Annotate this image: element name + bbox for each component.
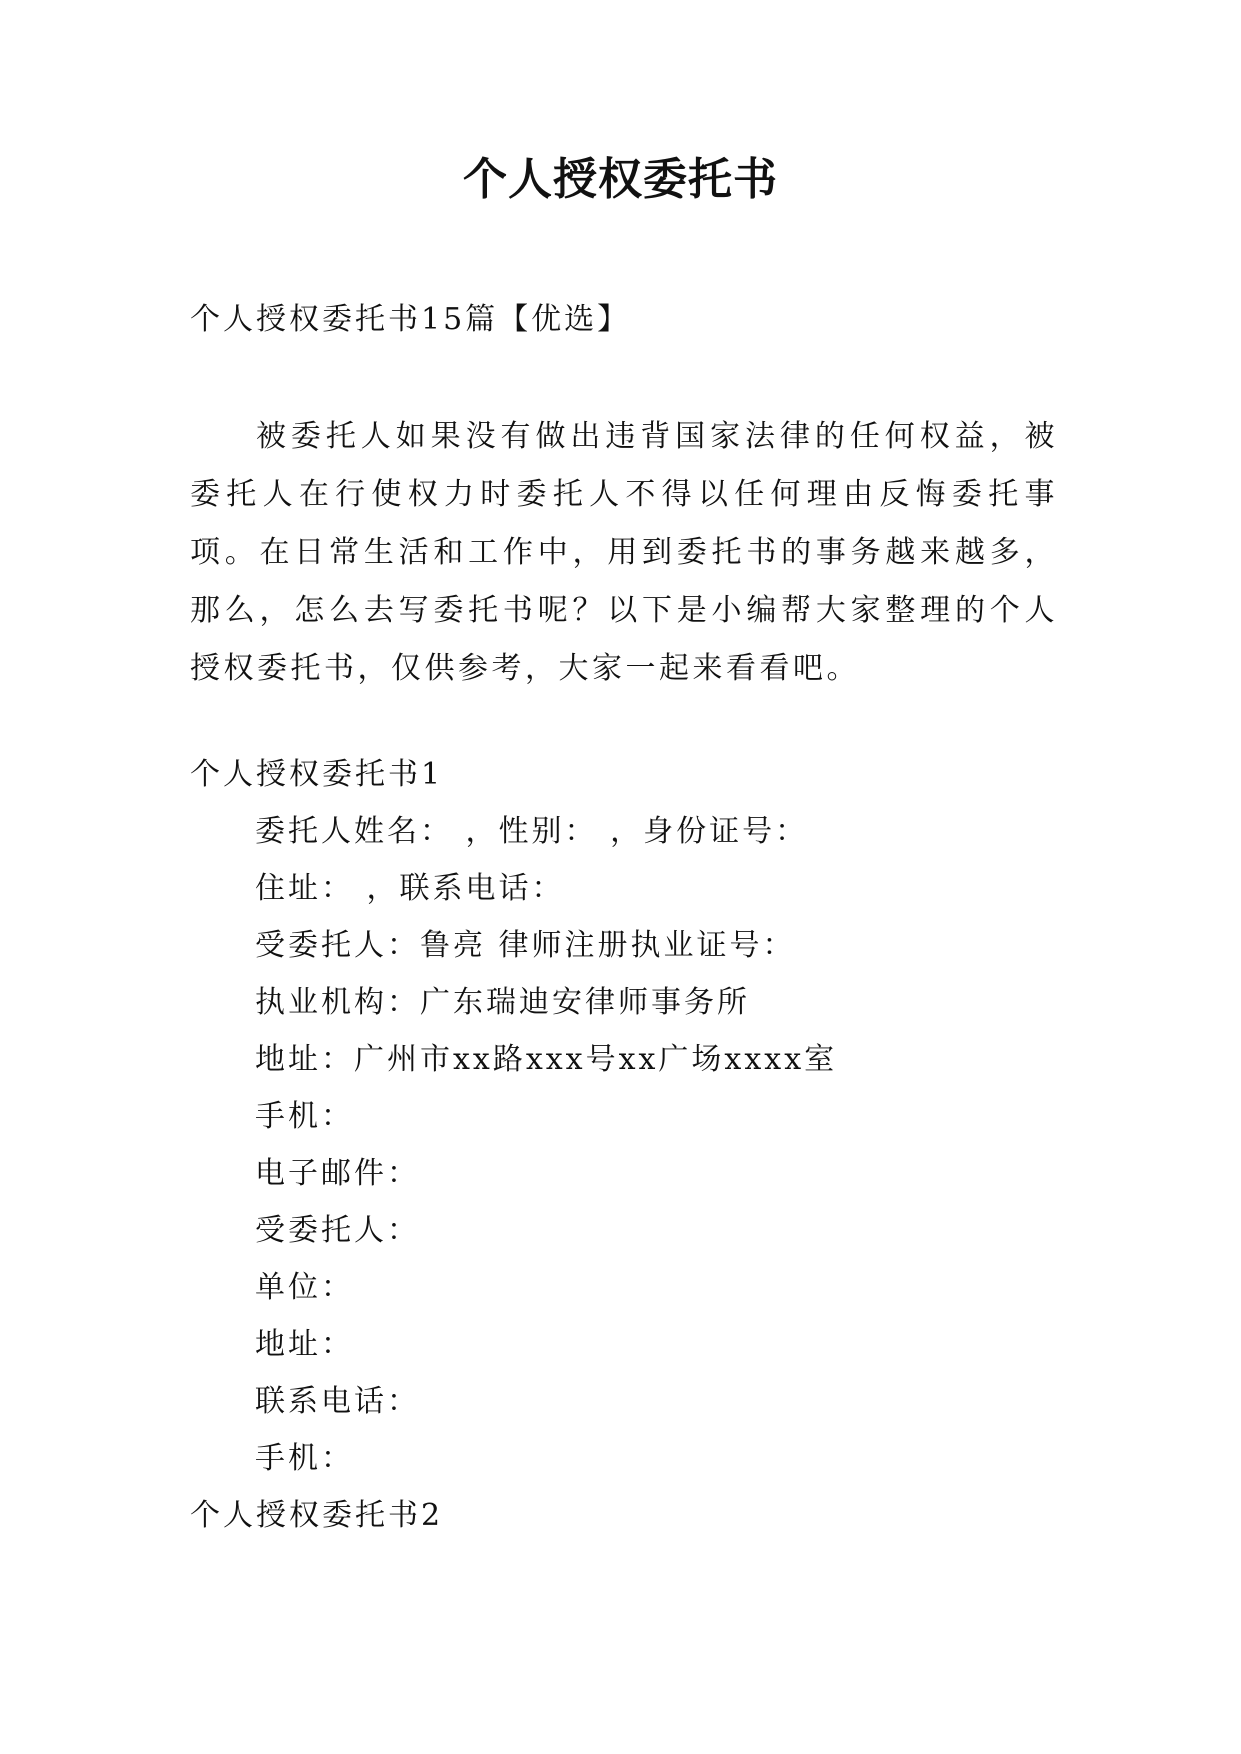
field-firm-address: 地址：广州市xx路xxx号xx广场xxxx室 [255,1042,838,1077]
field-agent-lawyer: 受委托人：鲁亮 律师注册执业证号： [255,928,796,963]
intro-paragraph: 被委托人如果没有做出违背国家法律的任何权益，被委托人在行使权力时委托人不得以任何理由反悔委托事项。在日常生活和工作中，用到委托书的事务越来越多，那么，怎么去写委托书呢？以下是小编帮大家整理的个人授权委托书，仅供参考，大家一起来看看吧。 [190,419,1058,686]
section-2-heading: 个人授权委托书2 [190,1498,444,1533]
field-email: 电子邮件： [255,1156,420,1191]
field-organization: 单位： [255,1270,354,1305]
field-mobile-2: 手机： [255,1441,354,1476]
field-law-firm: 执业机构：广东瑞迪安律师事务所 [255,985,750,1020]
field-principal-name: 委托人姓名： ，性别： ，身份证号： [255,814,809,849]
field-agent: 受委托人： [255,1213,420,1248]
field-address: 地址： [255,1327,354,1362]
document-subtitle: 个人授权委托书15篇【优选】 [190,302,631,337]
field-mobile: 手机： [255,1099,354,1134]
field-principal-address: 住址： ，联系电话： [255,871,565,906]
document-title: 个人授权委托书 [463,154,778,205]
section-1-heading: 个人授权委托书1 [190,757,444,792]
field-contact-phone: 联系电话： [255,1384,420,1419]
